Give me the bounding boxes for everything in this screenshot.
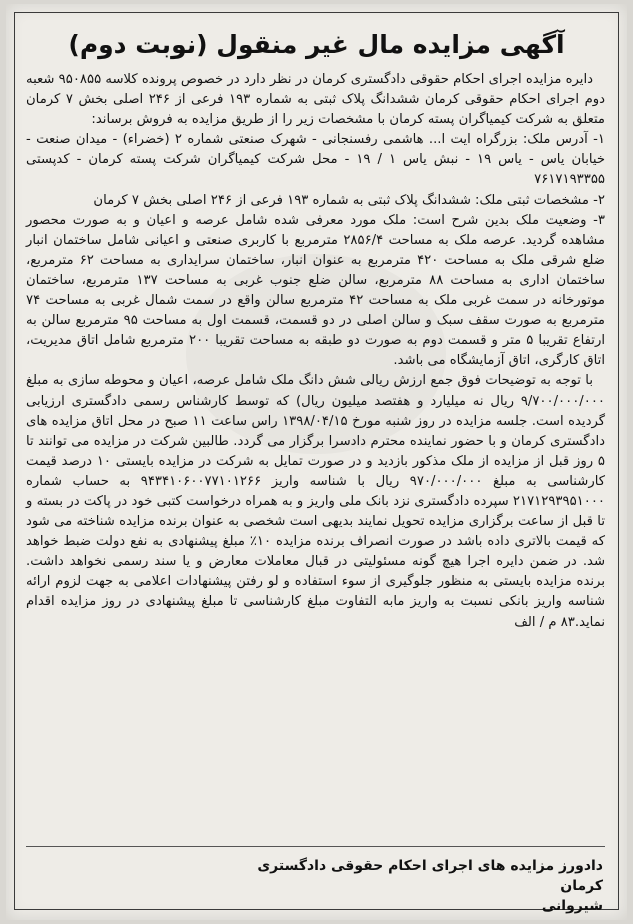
- signer-name: شیروانی: [541, 898, 603, 914]
- registry-item: ۲- مشخصات ثبتی ملک: ششدانگ پلاک ثبتی به شماره ۱۹۳ فرعی از ۲۴۶ اصلی بخش ۷ کرمان: [93, 192, 605, 208]
- notice-body: [26, 70, 605, 633]
- newspaper-clipping: [6, 4, 627, 920]
- intro-paragraph: دایره مزایده اجرای احکام حقوقی دادگستری کرمان در نظر دارد در خصوص پرونده کلاسه ۹۵۰۸۵۵ شعبه دوم اجرای احکام حقوقی کرمان ششدانگ پلاک ثبتی به شماره ۱۹۳ فرعی از ۲۴۶ اصلی بخش ۷ کرمان متعلق به شرکت کیمیاگران پسته کرمان با مشخصات زیر را از طریق مزایده به فروش برساند:: [26, 72, 605, 128]
- signature-divider: [26, 846, 605, 847]
- signer-title: دادورز مزایده های اجرای احکام حقوقی دادگستری کرمان: [257, 858, 603, 894]
- property-status-item: ۳- وضعیت ملک بدین شرح است: ملک مورد معرفی شده شامل عرصه و اعیان و به صورت محصور مشاهده گردید. عرصه ملک به مساحت ۲۸۵۶/۴ مترمربع با کاربری صنعتی و اعیانی شامل ساختمان انبار ضلع شرقی ملک به مساحت ۴۲۰ مترمربع به عنوان انبار، ساختمان سرایداری به مساحت ۶۲ مترمربع، ساختمان اداری به مساحت ۸۸ مترمربع، سالن ضلع جنوب غربی به مساحت ۱۳۷ مترمربع، ساختمان موتورخانه در سمت غربی ملک به مساحت ۴۲ مترمربع سالن واقع در سمت شمال غربی به مساحت ۷۴ مترمربع به صورت سقف سبک و سالن اصلی در دو قسمت، قسمت اول به مساحت ۹۵ مترمربع سالن به ارتفاع تقریبا ۵ متر و قسمت دوم به صورت دو طبقه به مساحت تقریبا ۲۰۰ مترمربع شامل اتاق مدیریت، اتاق کارگری، اتاق آزمایشگاه می باشد.: [26, 212, 605, 369]
- signature-block: [223, 856, 603, 916]
- auction-terms-paragraph: با توجه به توضیحات فوق جمع ارزش ریالی شش دانگ ملک شامل عرصه، اعیان و محوطه سازی به مبلغ ۹/۷۰۰/۰۰۰/۰۰۰ ریال نه میلیارد و هفتصد میلیون ریال) که توسط کارشناس رسمی دادگستری ارزیابی گردیده است. جلسه مزایده در روز شنبه مورخ ۱۳۹۸/۰۴/۱۵ راس ساعت ۱۱ صبح در محل اتاق مزایده های دادگستری کرمان و با حضور نماینده محترم دادسرا برگزار می گردد. طالبین شرکت در مزایده می توانند تا ۵ روز قبل از مزایده از ملک مذکور بازدید و در صورت تمایل به شرکت در مزایده بایستی ۱۰ درصد قیمت کارشناسی به مبلغ ۹۷۰/۰۰۰/۰۰۰ ریال با شناسه واریز ۹۴۳۴۱۰۶۰۰۷۷۱۰۱۲۶۶ به حساب شماره ۲۱۷۱۲۹۳۹۵۱۰۰۰ سپرده دادگستری نزد بانک ملی واریز و به همراه درخواست کتبی خود در پاکت در بسته و تا قبل از ساعت برگزاری مزایده تحویل نمایند بدیهی است شخصی به عنوان برنده مزایده شناخته می شود که قیمت بالاتری داده باشد در صورت انصراف برنده مزایده ۱۰٪ مبلغ پیشنهادی به نفع دولت ضبط خواهد شد. در ضمن دایره اجرا هیچ گونه مسئولیتی در قبال معاملات معارض و یا سند رسمی نخواهد داشت. برنده مزایده بایستی به منظور جلوگیری از سوء استفاده و لو رفتن پیشنهادات اعلامی به جهت لزوم ارائه شناسه واریز بانکی نسبت به واریز مابه التفاوت مبلغ کارشناسی تا مبلغ پیشنهادی در روز مزایده اقدام نماید.۸۳ م / الف: [26, 373, 606, 630]
- notice-title: آگهی مزایده مال غیر منقول (نوبت دوم): [68, 30, 565, 59]
- address-item: ۱- آدرس ملک: بزرگراه ایت ا... هاشمی رفسنجانی - شهرک صنعتی شماره ۲ (خضراء) - میدان صنعت - خیابان یاس - یاس ۱۹ - نبش یاس ۱ / ۱۹ - محل شرکت کیمیاگران شرکت پسته کرمان - کدپستی ۷۶۱۷۱۹۳۳۵۵: [26, 132, 606, 188]
